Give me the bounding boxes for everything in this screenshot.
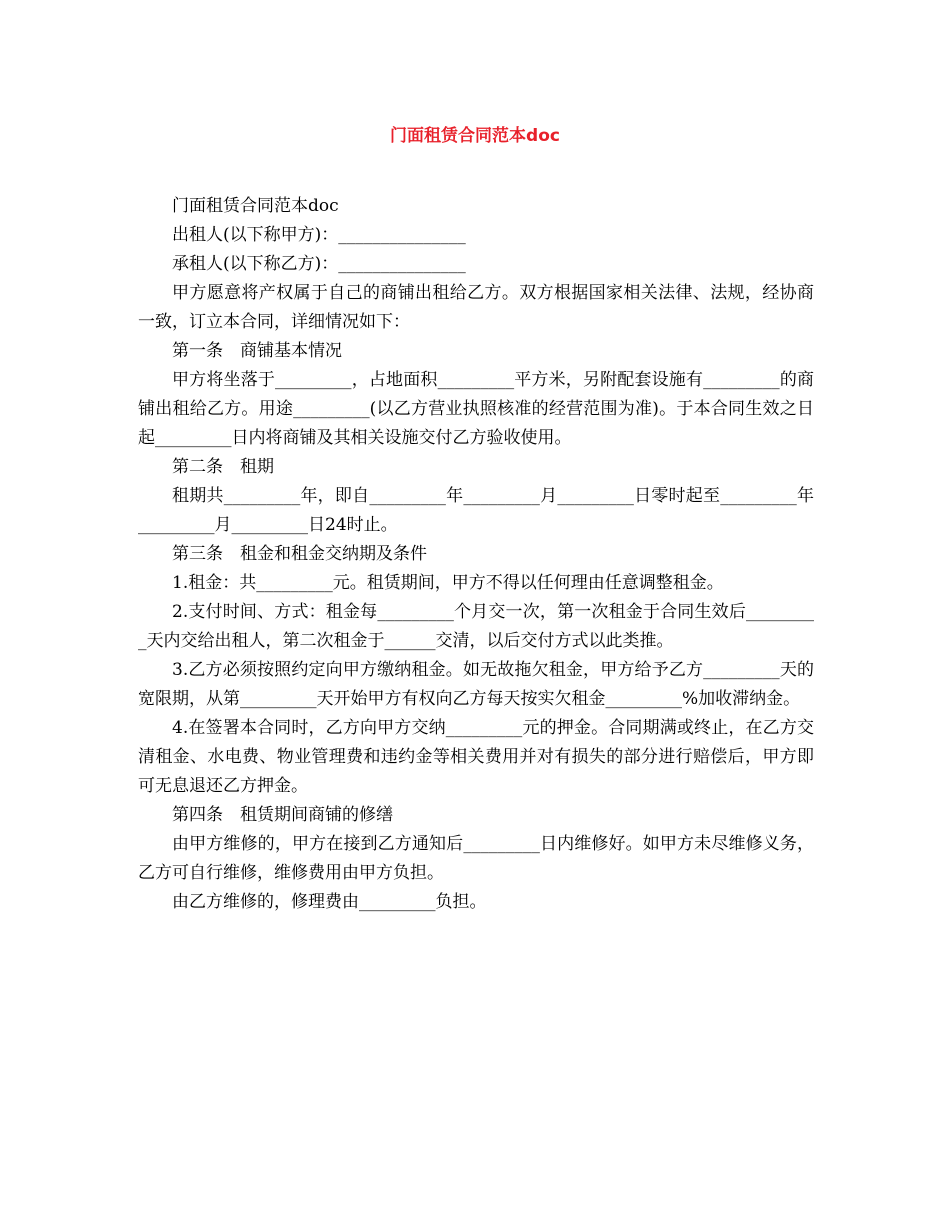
paragraph-article-3-item-3: 3.乙方必须按照约定向甲方缴纳租金。如无故拖欠租金，甲方给予乙方_________天的宽限期，从第_________天开始甲方有权向乙方每天按实欠租金_________%加收滞纳金。: [138, 660, 814, 709]
paragraph-lessee: 承租人(以下称乙方)：_______________: [172, 254, 466, 274]
paragraph-intro: 甲方愿意将产权属于自己的商铺出租给乙方。双方根据国家相关法律、法规，经协商一致，订立本合同，详细情况如下：: [138, 283, 814, 332]
paragraph-article-2: 租期共_________年，即自_________年_________月_________日零时起至_________年_________月_________日24时止。: [138, 486, 814, 535]
heading-article-1: 第一条 商铺基本情况: [172, 341, 342, 361]
heading-article-2: 第二条 租期: [172, 457, 274, 477]
document-title: 门面租赁合同范本doc: [390, 126, 560, 146]
paragraph-lessor: 出租人(以下称甲方)：_______________: [172, 225, 466, 245]
paragraph-article-3-item-2: 2.支付时间、方式：租金每_________个月交一次，第一次租金于合同生效后_________天内交给出租人，第二次租金于______交清，以后交付方式以此类推。: [138, 602, 814, 651]
paragraph-article-4-lessor-repair: 由甲方维修的，甲方在接到乙方通知后_________日内维修好。如甲方未尽维修义务，乙方可自行维修，维修费用由甲方负担。: [138, 834, 814, 883]
document-body: [138, 192, 814, 917]
paragraph-doc-name: 门面租赁合同范本doc: [172, 196, 339, 216]
paragraph-article-1: 甲方将坐落于_________，占地面积_________平方米，另附配套设施有_________的商铺出租给乙方。用途_________(以乙方营业执照核准的经营范围为准)。于本合同生效之日起_________日内将商铺及其相关设施交付乙方验收使用。: [138, 370, 814, 448]
heading-article-3: 第三条 租金和租金交纳期及条件: [172, 544, 427, 564]
paragraph-article-3-item-1: 1.租金：共_________元。租赁期间，甲方不得以任何理由任意调整租金。: [172, 573, 724, 593]
heading-article-4: 第四条 租赁期间商铺的修缮: [172, 805, 393, 825]
paragraph-article-4-lessee-repair: 由乙方维修的，修理费由_________负担。: [172, 892, 487, 912]
paragraph-article-3-item-4: 4.在签署本合同时，乙方向甲方交纳_________元的押金。合同期满或终止，在乙方交清租金、水电费、物业管理费和违约金等相关费用并对有损失的部分进行赔偿后，甲方即可无息退还乙方押金。: [138, 718, 814, 796]
